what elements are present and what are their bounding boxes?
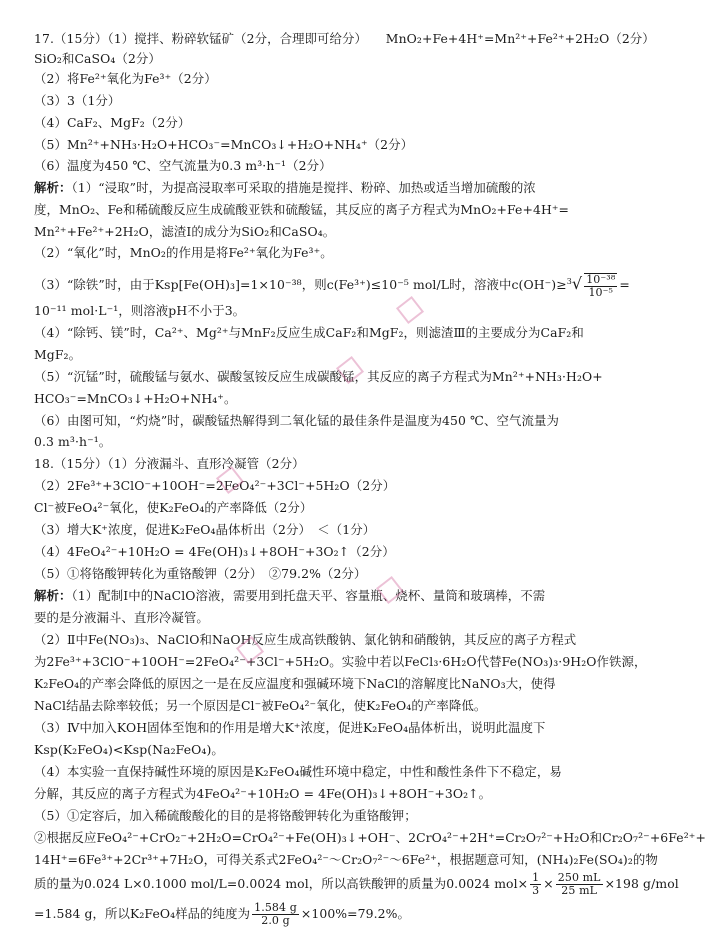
- q18-purity-denominator: 2.0 g: [261, 914, 290, 927]
- q18-purity-prefix: =1.584 g，所以K₂FeO₄样品的纯度为: [34, 906, 251, 921]
- q18-analysis-line-11: （5）①定容后，加入稀硫酸酸化的目的是将铬酸钾转化为重铬酸钾；: [34, 808, 417, 823]
- q18-frac1-denominator: 3: [532, 884, 540, 897]
- q18-analysis-line-5: K₂FeO₄的产率会降低的原因之一是在反应温度和强碱环境下NaCl的溶解度比NaNO₃大，使得: [34, 676, 556, 691]
- q18-purity-line: [34, 899, 664, 929]
- q18-line-5: （4）4FeO₄²⁻+10H₂O = 4Fe(OH)₃↓+8OH⁻+3O₂↑（2分）: [34, 544, 395, 559]
- q17-iron-prefix: （3）“除铁”时，由于Ksp[Fe(OH)₃]=1×10⁻³⁸，则c(Fe³⁺)≤10⁻⁵ mol/L时，溶液中c(OH⁻)≥: [34, 277, 567, 293]
- q18-analysis-text-1: （1）配制Ⅰ中的NaClO溶液，需要用到托盘天平、容量瓶、烧杯、量筒和玻璃棒，不需: [71, 588, 546, 603]
- q18-purity-numerator: 1.584 g: [254, 901, 297, 914]
- q17-analysis-line-8: MgF₂。: [34, 347, 82, 362]
- q17-root-numerator: 10⁻³⁸: [586, 272, 616, 286]
- q18-analysis-line-12: ②根据反应FeO₄²⁻+CrO₂⁻+2H₂O=CrO₄²⁻+Fe(OH)₃↓+OH⁻、2CrO₄²⁻+2H⁺=Cr₂O₇²⁻+H₂O和Cr₂O₇²⁻+6Fe²⁺+: [34, 830, 706, 845]
- q17-line-2: SiO₂和CaSO₄（2分）: [34, 51, 161, 66]
- q17-root-index: 3: [566, 277, 572, 286]
- q18-analysis-label: 解析：: [34, 588, 72, 603]
- q17-analysis-line-9: （5）“沉锰”时，硫酸锰与氨水、碳酸氢铵反应生成碳酸锰，其反应的离子方程式为Mn²⁺+NH₃·H₂O+: [34, 369, 603, 384]
- q17-analysis-label: 解析：: [34, 180, 72, 195]
- q17-line-4: （3）3（1分）: [34, 93, 121, 108]
- q17-line-3: （2）将Fe²⁺氧化为Fe³⁺（2分）: [34, 71, 217, 86]
- q18-analysis-line-1: [34, 587, 664, 605]
- q17-analysis-line-10: HCO₃⁻=MnCO₃↓+H₂O+NH₄⁺。: [34, 391, 237, 406]
- q17-analysis-line-6: 10⁻¹¹ mol·L⁻¹，则溶液pH不小于3。: [34, 303, 246, 318]
- q18-analysis-line-6: NaCl结晶去除率较低；另一个原因是Cl⁻被FeO₄²⁻氧化，使K₂FeO₄的产率降低。: [34, 698, 487, 713]
- q17-line-6: （5）Mn²⁺+NH₃·H₂O+HCO₃⁻=MnCO₃↓+H₂O+NH₄⁺（2分）: [34, 137, 414, 152]
- q18-calc-line: [34, 869, 679, 899]
- q18-frac1-numerator: 1: [532, 871, 540, 884]
- q17-root-fraction: [584, 273, 617, 299]
- q18-analysis-line-9: （4）本实验一直保持碱性环境的原因是K₂FeO₄碱性环境中稳定，中性和酸性条件下不稳定，易: [34, 764, 562, 779]
- q17-analysis-line-7: （4）“除钙、镁”时，Ca²⁺、Mg²⁺与MnF₂反应生成CaF₂和MgF₂，则滤渣Ⅲ的主要成分为CaF₂和: [34, 325, 584, 340]
- q18-frac2-denominator: 25 mL: [561, 884, 598, 897]
- q18-analysis-line-10: 分解，其反应的离子方程式为4FeO₄²⁻+10H₂O = 4Fe(OH)₃↓+8OH⁻+3O₂↑。: [34, 786, 492, 801]
- q17-analysis-line-2: 度，MnO₂、Fe和稀硫酸反应生成硫酸亚铁和硫酸锰，其反应的离子方程式为MnO₂+Fe+4H⁺=: [34, 202, 569, 217]
- q17-line-7: （6）温度为450 ℃、空气流量为0.3 m³·h⁻¹（2分）: [34, 158, 332, 173]
- q17-root-sign: √: [571, 274, 583, 294]
- q18-analysis-line-3: （2）Ⅱ中Fe(NO₃)₃、NaClO和NaOH反应生成高铁酸钠、氯化钠和硝酸钠，其反应的离子方程式: [34, 632, 577, 647]
- q17-line-5: （4）CaF₂、MgF₂（2分）: [34, 115, 191, 130]
- q17-analysis-line-3: Mn²⁺+Fe²⁺+2H₂O，滤渣Ⅰ的成分为SiO₂和CaSO₄。: [34, 224, 336, 239]
- q18-analysis-line-2: 要的是分液漏斗、直形冷凝管。: [34, 610, 209, 625]
- q17-iron-line: [34, 266, 664, 298]
- q18-analysis-line-4: 为2Fe³⁺+3ClO⁻+10OH⁻=2FeO₄²⁻+3Cl⁻+5H₂O。实验中若以FeCl₃·6H₂O代替Fe(NO₃)₃·9H₂O作铁源，: [34, 654, 647, 669]
- q17-analysis-line-11: （6）由图可知，“灼烧”时，碳酸锰热解得到二氧化锰的最佳条件是温度为450 ℃、空气流量为: [34, 413, 559, 428]
- q18-purity-suffix: ×100%=79.2%。: [300, 906, 411, 921]
- q18-line-2: （2）2Fe³⁺+3ClO⁻+10OH⁻=2FeO₄²⁻+3Cl⁻+5H₂O（2分）: [34, 478, 396, 493]
- q17-analysis-line-1: [34, 179, 664, 197]
- q18-analysis-line-8: Ksp(K₂FeO₄)<Ksp(Na₂FeO₄)。: [34, 742, 224, 757]
- q17-iron-suffix: =: [619, 277, 630, 293]
- q18-calc-suffix: ×198 g/mol: [604, 876, 679, 891]
- q17-analysis-line-4: （2）“氧化”时，MnO₂的作用是将Fe²⁺氧化为Fe³⁺。: [34, 245, 333, 260]
- q17-line-1: 17.（15分）（1）搅拌、粉碎软锰矿（2分，合理即可给分） MnO₂+Fe+4H⁺=Mn²⁺+Fe²⁺+2H₂O（2分）: [34, 31, 655, 46]
- q18-calc-prefix: 质的量为0.024 L×0.1000 mol/L=0.0024 mol，所以高铁酸钾的质量为0.0024 mol×: [34, 876, 529, 891]
- q18-calc-mid: ×: [543, 876, 554, 891]
- q18-line-4: （3）增大K⁺浓度，促进K₂FeO₄晶体析出（2分） ＜（1分）: [34, 522, 376, 537]
- q17-root-denominator: 10⁻⁵: [588, 285, 614, 299]
- q18-analysis-line-13: 14H⁺=6Fe³⁺+2Cr³⁺+7H₂O，可得关系式2FeO₄²⁻～Cr₂O₇²⁻～6Fe²⁺，根据题意可知，(NH₄)₂Fe(SO₄)₂的物: [34, 852, 658, 867]
- q17-analysis-text-1: （1）“浸取”时，为提高浸取率可采取的措施是搅拌、粉碎、加热或适当增加硫酸的浓: [71, 180, 536, 195]
- q18-line-1: 18.（15分）（1）分液漏斗、直形冷凝管（2分）: [34, 456, 305, 471]
- q18-frac2-numerator: 250 mL: [557, 871, 601, 884]
- q18-purity-fraction: [252, 902, 299, 927]
- q18-line-6: （5）①将铬酸钾转化为重铬酸钾（2分） ②79.2%（2分）: [34, 566, 367, 581]
- q18-calc-fraction-1: [530, 872, 541, 897]
- q18-calc-fraction-2: [556, 872, 603, 897]
- q17-analysis-line-12: 0.3 m³·h⁻¹。: [34, 434, 112, 449]
- q18-line-3: Cl⁻被FeO₄²⁻氧化，使K₂FeO₄的产率降低（2分）: [34, 500, 313, 515]
- q18-analysis-line-7: （3）Ⅳ中加入KOH固体至饱和的作用是增大K⁺浓度，促进K₂FeO₄晶体析出，说明此温度下: [34, 720, 546, 735]
